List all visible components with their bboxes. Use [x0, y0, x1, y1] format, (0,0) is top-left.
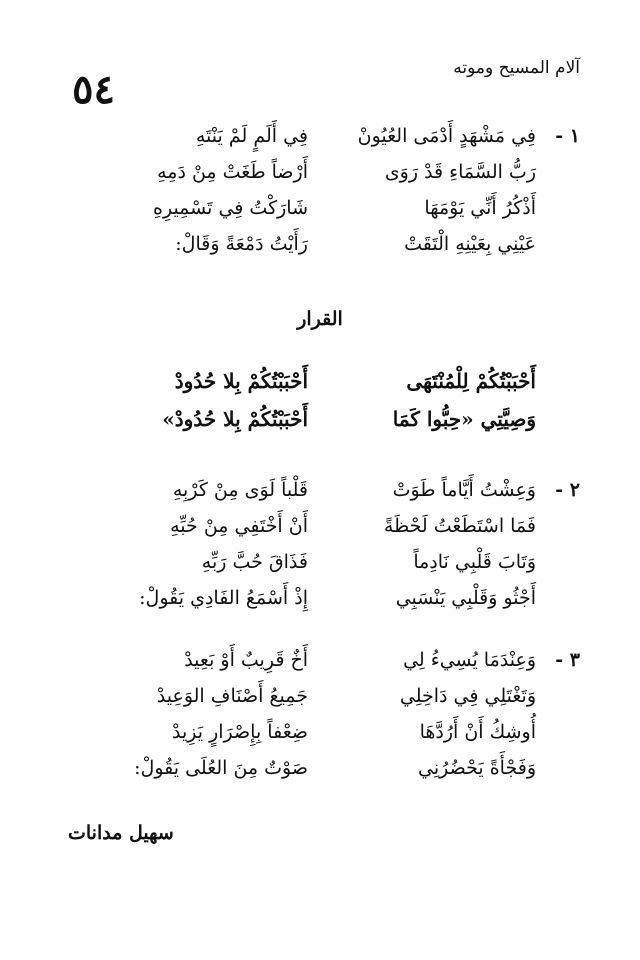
- verse-line: [60, 472, 580, 508]
- verse-line: [60, 642, 580, 678]
- verse-number: ٢ -: [555, 479, 580, 501]
- verse-line: [60, 580, 580, 616]
- hemistich-second: ضِعْفاً بِإِصْرَارٍ يَزِيدْ: [172, 721, 308, 743]
- hemistich-first: أَذْكُرُ أَنِّي يَوْمَهَا: [424, 197, 536, 219]
- hemistich-first: فِي مَشْهَدٍ أَدْمَى العُيُونْ: [357, 125, 536, 147]
- hemistich-second: رَأَيْتُ دَمْعَةً وَقَالْ:: [175, 233, 308, 255]
- hemistich-first: فَمَا اسْتَطَعْتُ لَحْظَةً: [383, 515, 536, 537]
- verse-line: [60, 508, 580, 544]
- hemistich-second: أَحْبَبْتُكُمْ بِلا حُدُودْ»: [162, 407, 308, 431]
- verse-line: [60, 750, 580, 786]
- verse-line: [60, 190, 580, 226]
- hemistich-second: قَلْباً لَوَى مِنْ كَرْبِهِ: [172, 479, 308, 501]
- hemistich-second: إِذْ أَسْمَعُ الفَادِي يَقُولْ:: [139, 587, 308, 609]
- stanza-1: [60, 118, 580, 262]
- hemistich-second: فَذَاقَ حُبَّ رَبِّهِ: [201, 551, 308, 573]
- refrain-line: [60, 362, 580, 400]
- hemistich-first: رَبُّ السَّمَاءِ قَدْ رَوَى: [384, 161, 536, 183]
- refrain: [60, 362, 580, 438]
- hemistich-first: عَيْنِي بِعَيْنِهِ الْتَقَتْ: [404, 233, 536, 255]
- header-title: آلام المسيح وموته: [453, 58, 580, 78]
- hemistich-second: شَارَكْتُ فِي تَسْمِيرِهِ: [153, 197, 308, 219]
- verse-line: [60, 226, 580, 262]
- verse-line: [60, 544, 580, 580]
- hemistich-first: أُوشِكُ أَنْ أَرُدَّهَا: [419, 721, 536, 743]
- verse-line: [60, 154, 580, 190]
- verse-line: [60, 678, 580, 714]
- page-number: ٥٤: [72, 66, 115, 113]
- hemistich-first: وَتَغْتَلِي فِي دَاخِلِي: [399, 685, 536, 707]
- hemistich-second: فِي أَلَمٍ لَمْ يَنْتَهِ: [195, 125, 308, 147]
- hemistich-first: وَفَجْأَةً يَحْضُرُنِي: [418, 757, 536, 779]
- verse-line: [60, 118, 580, 154]
- hemistich-second: جَمِيعُ أَصْنَافِ الوَعِيدْ: [156, 685, 308, 707]
- stanza-3: [60, 642, 580, 786]
- hemistich-second: أَرْضاً طَغَتْ مِنْ دَمِهِ: [157, 161, 308, 183]
- hemistich-first: وَعِنْدَمَا يُسِيءُ لِي: [403, 649, 536, 671]
- stanza-2: [60, 472, 580, 616]
- verse-number: ١ -: [555, 125, 580, 147]
- hemistich-first: أَحْبَبْتُكُمْ لِلْمُنْتَهَى: [406, 369, 536, 393]
- hemistich-first: وَعِشْتُ أَيَّاماً طَوَتْ: [392, 479, 536, 501]
- verse-line: [60, 714, 580, 750]
- hemistich-first: وَتَابَ قَلْبِي نَادِماً: [413, 551, 536, 573]
- refrain-line: [60, 400, 580, 438]
- hemistich-second: أَنْ أَخْتَفِي مِنْ حُبِّهِ: [170, 515, 308, 537]
- hemistich-first: وَصِيَّتِي «حِبُّوا كَمَا: [392, 407, 536, 431]
- hemistich-second: أَحْبَبْتُكُمْ بِلا حُدُودْ: [174, 369, 308, 393]
- verse-number: ٣ -: [555, 649, 580, 671]
- refrain-title: القرار: [297, 308, 343, 330]
- hemistich-first: أَجْثُو وَقَلْبِي يَنْسَبِي: [395, 587, 536, 609]
- hemistich-second: صَوْتٌ مِنَ العُلَى يَقُولْ:: [134, 757, 308, 779]
- hemistich-second: أَخٌ قَرِيبٌ أَوْ بَعِيدْ: [184, 649, 308, 671]
- author-name: سهيل مدانات: [68, 822, 174, 844]
